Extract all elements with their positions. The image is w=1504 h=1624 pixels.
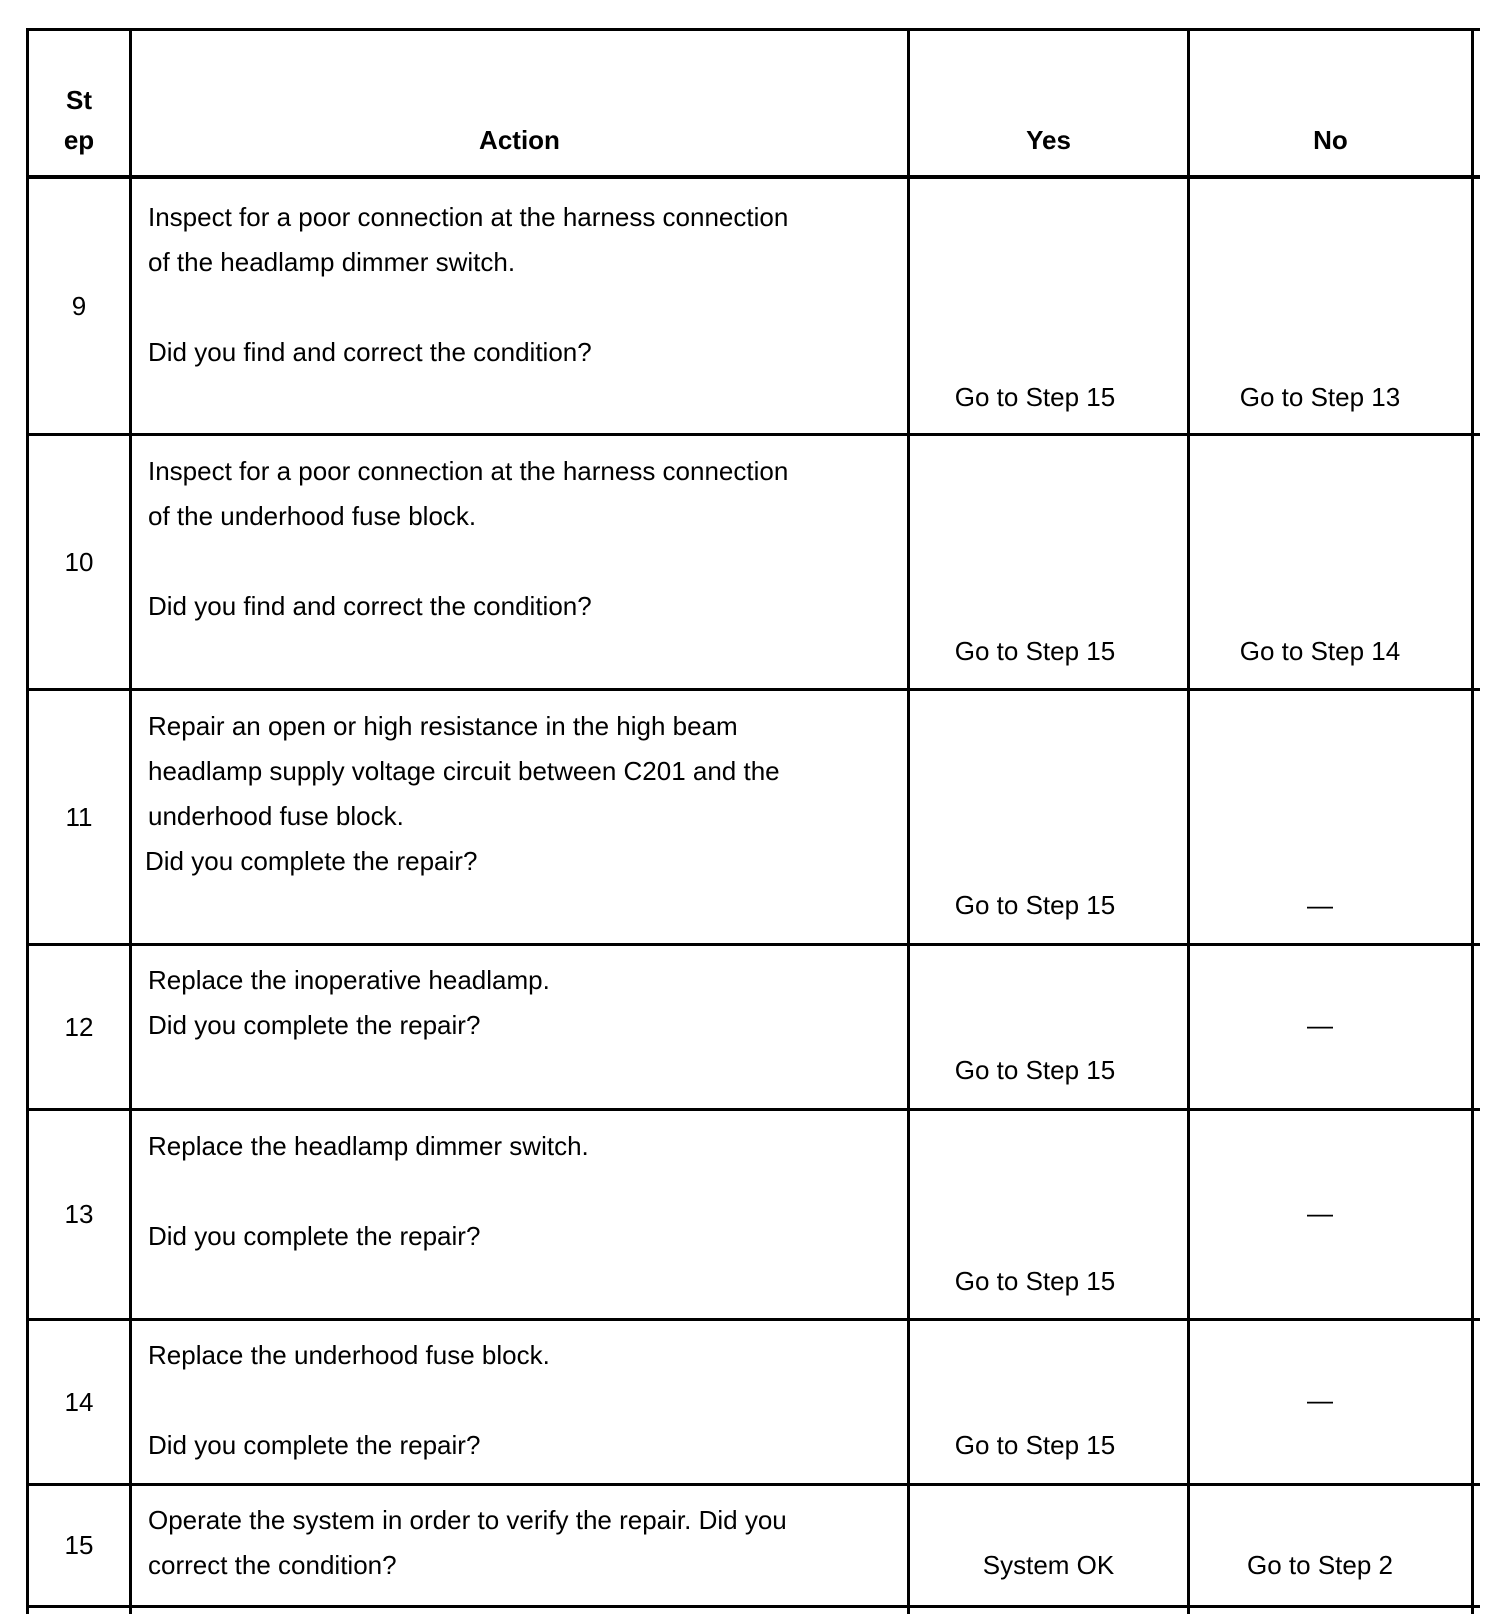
header-divider bbox=[26, 175, 1480, 179]
yes-result: Go to Step 15 bbox=[954, 890, 1116, 920]
action-line: Did you complete the repair? bbox=[148, 1010, 481, 1040]
action-line: of the headlamp dimmer switch. bbox=[148, 247, 516, 277]
action-line: Repair an open or high resistance in the high beam bbox=[148, 711, 738, 741]
step-number: 15 bbox=[64, 1530, 94, 1560]
action-line: Inspect for a poor connection at the harness connection bbox=[148, 456, 789, 486]
table-border-bottom bbox=[26, 1605, 1480, 1608]
yes-result: Go to Step 15 bbox=[954, 1430, 1116, 1460]
no-result: — bbox=[1307, 1385, 1333, 1415]
action-spacer bbox=[148, 285, 907, 330]
no-result: — bbox=[1307, 1010, 1333, 1040]
row-divider bbox=[26, 1108, 1480, 1111]
row-divider bbox=[26, 943, 1480, 946]
table-border-top bbox=[26, 28, 1480, 31]
column-divider-yes bbox=[1187, 28, 1190, 1614]
action-line: correct the condition? bbox=[148, 1550, 397, 1580]
row-divider bbox=[26, 433, 1480, 436]
no-result: — bbox=[1307, 1198, 1333, 1228]
action-line: Did you complete the repair? bbox=[148, 1221, 481, 1251]
action-line: Operate the system in order to verify the repair. Did you bbox=[148, 1505, 787, 1535]
step-number: 9 bbox=[71, 290, 87, 321]
action-line: of the underhood fuse block. bbox=[148, 501, 477, 531]
action-text bbox=[132, 1498, 907, 1588]
header-step-line2: ep bbox=[63, 125, 95, 155]
step-number: 10 bbox=[64, 546, 94, 577]
action-text bbox=[132, 704, 907, 884]
table-border-right bbox=[1471, 28, 1474, 1614]
action-line: Inspect for a poor connection at the harness connection bbox=[148, 202, 789, 232]
column-divider-action bbox=[907, 28, 910, 1614]
yes-result: Go to Step 15 bbox=[954, 1055, 1116, 1085]
yes-result: Go to Step 15 bbox=[954, 636, 1116, 666]
diagnostic-table bbox=[26, 28, 1480, 1614]
no-result: Go to Step 2 bbox=[1247, 1550, 1393, 1580]
row-divider bbox=[26, 1318, 1480, 1321]
action-text bbox=[132, 1333, 907, 1468]
action-line: headlamp supply voltage circuit between C201 and the bbox=[148, 756, 780, 786]
action-line: Replace the inoperative headlamp. bbox=[148, 965, 550, 995]
step-number: 13 bbox=[64, 1199, 94, 1229]
header-yes: Yes bbox=[1026, 125, 1071, 155]
action-text bbox=[132, 958, 907, 1048]
row-divider bbox=[26, 688, 1480, 691]
no-result: Go to Step 13 bbox=[1239, 382, 1401, 412]
action-line: Replace the headlamp dimmer switch. bbox=[148, 1131, 589, 1161]
header-no: No bbox=[1313, 125, 1348, 155]
action-line: Did you find and correct the condition? bbox=[148, 591, 592, 621]
yes-result: Go to Step 15 bbox=[954, 382, 1116, 412]
action-text bbox=[132, 449, 907, 629]
no-result: Go to Step 14 bbox=[1239, 636, 1401, 666]
step-number: 14 bbox=[64, 1386, 94, 1417]
action-spacer bbox=[148, 1378, 907, 1423]
header-step-line1: St bbox=[66, 85, 92, 115]
step-number: 11 bbox=[65, 801, 93, 832]
row-divider bbox=[26, 1483, 1480, 1486]
header-action: Action bbox=[479, 125, 560, 155]
yes-result: Go to Step 15 bbox=[954, 1266, 1116, 1296]
action-spacer bbox=[148, 1169, 907, 1214]
action-line: Did you find and correct the condition? bbox=[148, 337, 592, 367]
step-number: 12 bbox=[64, 1011, 94, 1042]
action-text bbox=[132, 195, 907, 375]
action-line: Replace the underhood fuse block. bbox=[148, 1340, 550, 1370]
action-line: Did you complete the repair? bbox=[148, 1430, 481, 1460]
action-spacer bbox=[148, 539, 907, 584]
action-line: underhood fuse block. bbox=[148, 801, 404, 831]
action-line: Did you complete the repair? bbox=[145, 846, 478, 876]
action-text bbox=[132, 1124, 907, 1259]
no-result: — bbox=[1307, 890, 1333, 920]
header-step bbox=[29, 80, 129, 160]
yes-result: System OK bbox=[982, 1550, 1115, 1580]
